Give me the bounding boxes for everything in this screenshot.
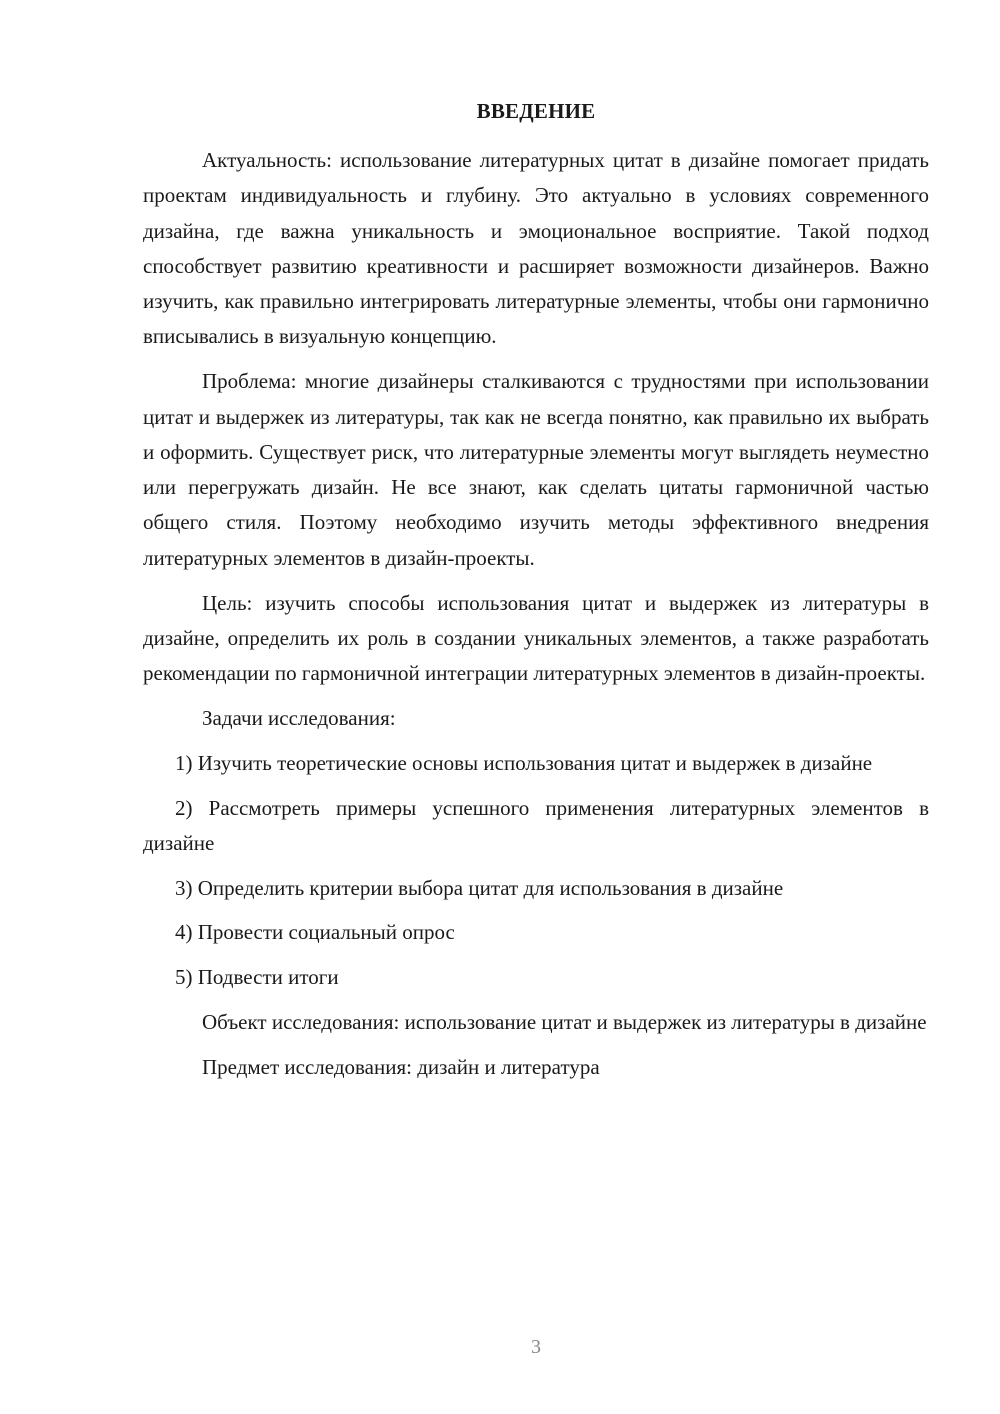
problem-paragraph: Проблема: многие дизайнеры сталкиваются с трудностями при использовании цитат и выдержек из литературы, так как не всегда понятно, как правильно их выбрать и оформить. Существует риск, что литературные элементы могут выглядеть неуместно или перегружать дизайн. Не все знают, как сделать цитаты гармоничной частью общего стиля. Поэтому необходимо изучить методы эффективного внедрения литературных элементов в дизайн-проекты.: [143, 369, 929, 570]
task-item: 4) Провести социальный опрос: [175, 920, 455, 945]
page-title: ВВЕДЕНИЕ: [476, 99, 596, 123]
document-body: [143, 143, 929, 1095]
tasks-heading: Задачи исследования:: [202, 705, 396, 730]
research-object-paragraph: Объект исследования: использование цитат и выдержек из литературы в дизайне: [202, 1010, 927, 1035]
task-item: 1) Изучить теоретические основы использования цитат и выдержек в дизайне: [175, 750, 873, 775]
document-page: [143, 0, 929, 1414]
relevance-paragraph: Актуальность: использование литературных цитат в дизайне помогает придать проектам индивидуальность и глубину. Это актуально в условиях современного дизайна, где важна уникальность и эмоциональное восприятие. Такой подход способствует развитию креативности и расширяет возможности дизайнеров. Важно изучить, как правильно интегрировать литературные элементы, чтобы они гармонично вписывались в визуальную концепцию.: [143, 148, 929, 349]
goal-paragraph: Цель: изучить способы использования цитат и выдержек из литературы в дизайне, определить их роль в создании уникальных элементов, а также разработать рекомендации по гармоничной интеграции литературных элементов в дизайн-проекты.: [143, 590, 929, 686]
task-item: 3) Определить критерии выбора цитат для использования в дизайне: [175, 875, 784, 900]
task-item: 2) Рассмотреть примеры успешного применения литературных элементов в дизайне: [143, 795, 929, 855]
page-number: 3: [531, 1336, 541, 1358]
research-subject-paragraph: Предмет исследования: дизайн и литература: [202, 1054, 600, 1079]
task-item: 5) Подвести итоги: [175, 965, 339, 990]
